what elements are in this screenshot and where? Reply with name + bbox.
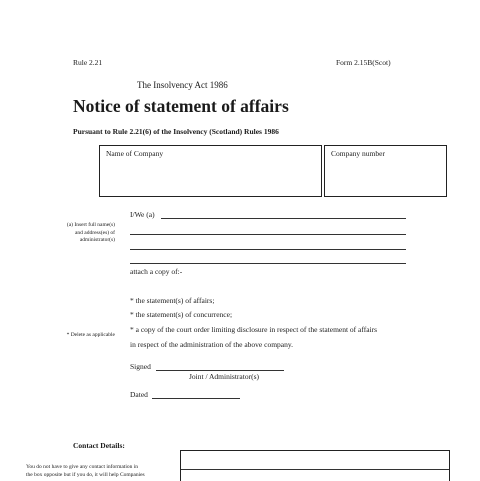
iwe-line-3[interactable] bbox=[130, 249, 406, 250]
contact-box[interactable] bbox=[180, 450, 450, 481]
company-name-box[interactable] bbox=[99, 145, 322, 197]
contact-box-divider bbox=[181, 469, 449, 470]
company-number-label: Company number bbox=[331, 149, 385, 158]
dated-label: Dated bbox=[130, 390, 148, 399]
iwe-label: I/We (a) bbox=[130, 210, 155, 219]
administration-text: in respect of the administration of the above company. bbox=[130, 340, 294, 349]
insert-names-note: (a) Insert full name(s) and address(es) of administrator(s) bbox=[66, 222, 115, 243]
act-name: The Insolvency Act 1986 bbox=[137, 80, 228, 90]
signed-role: Joint / Administrator(s) bbox=[189, 372, 259, 381]
contact-heading: Contact Details: bbox=[73, 441, 125, 450]
document-subtitle: Pursuant to Rule 2.21(6) of the Insolvency (Scotland) Rules 1986 bbox=[73, 127, 279, 136]
item-statement-concurrence: * the statement(s) of concurrence; bbox=[130, 310, 233, 319]
iwe-line-2[interactable] bbox=[130, 234, 406, 235]
contact-note: You do not have to give any contact information in the box opposite but if you do, it will help Companies bbox=[26, 464, 145, 478]
form-number: Form 2.15B(Scot) bbox=[336, 58, 391, 67]
item-statement-affairs: * the statement(s) of affairs; bbox=[130, 296, 215, 305]
date-line[interactable] bbox=[152, 398, 240, 399]
signature-line[interactable] bbox=[156, 370, 284, 371]
attach-text: attach a copy of:- bbox=[130, 267, 183, 276]
item-court-order: * a copy of the court order limiting disclosure in respect of the statement of affairs bbox=[130, 325, 378, 334]
iwe-line-1[interactable] bbox=[161, 218, 406, 219]
delete-applicable-note: * Delete as applicable bbox=[66, 332, 115, 338]
iwe-line-4[interactable] bbox=[130, 263, 406, 264]
signed-label: Signed bbox=[130, 362, 151, 371]
rule-number: Rule 2.21 bbox=[73, 58, 103, 67]
company-number-box[interactable] bbox=[324, 145, 447, 197]
document-title: Notice of statement of affairs bbox=[73, 96, 289, 116]
company-name-label: Name of Company bbox=[106, 149, 164, 158]
